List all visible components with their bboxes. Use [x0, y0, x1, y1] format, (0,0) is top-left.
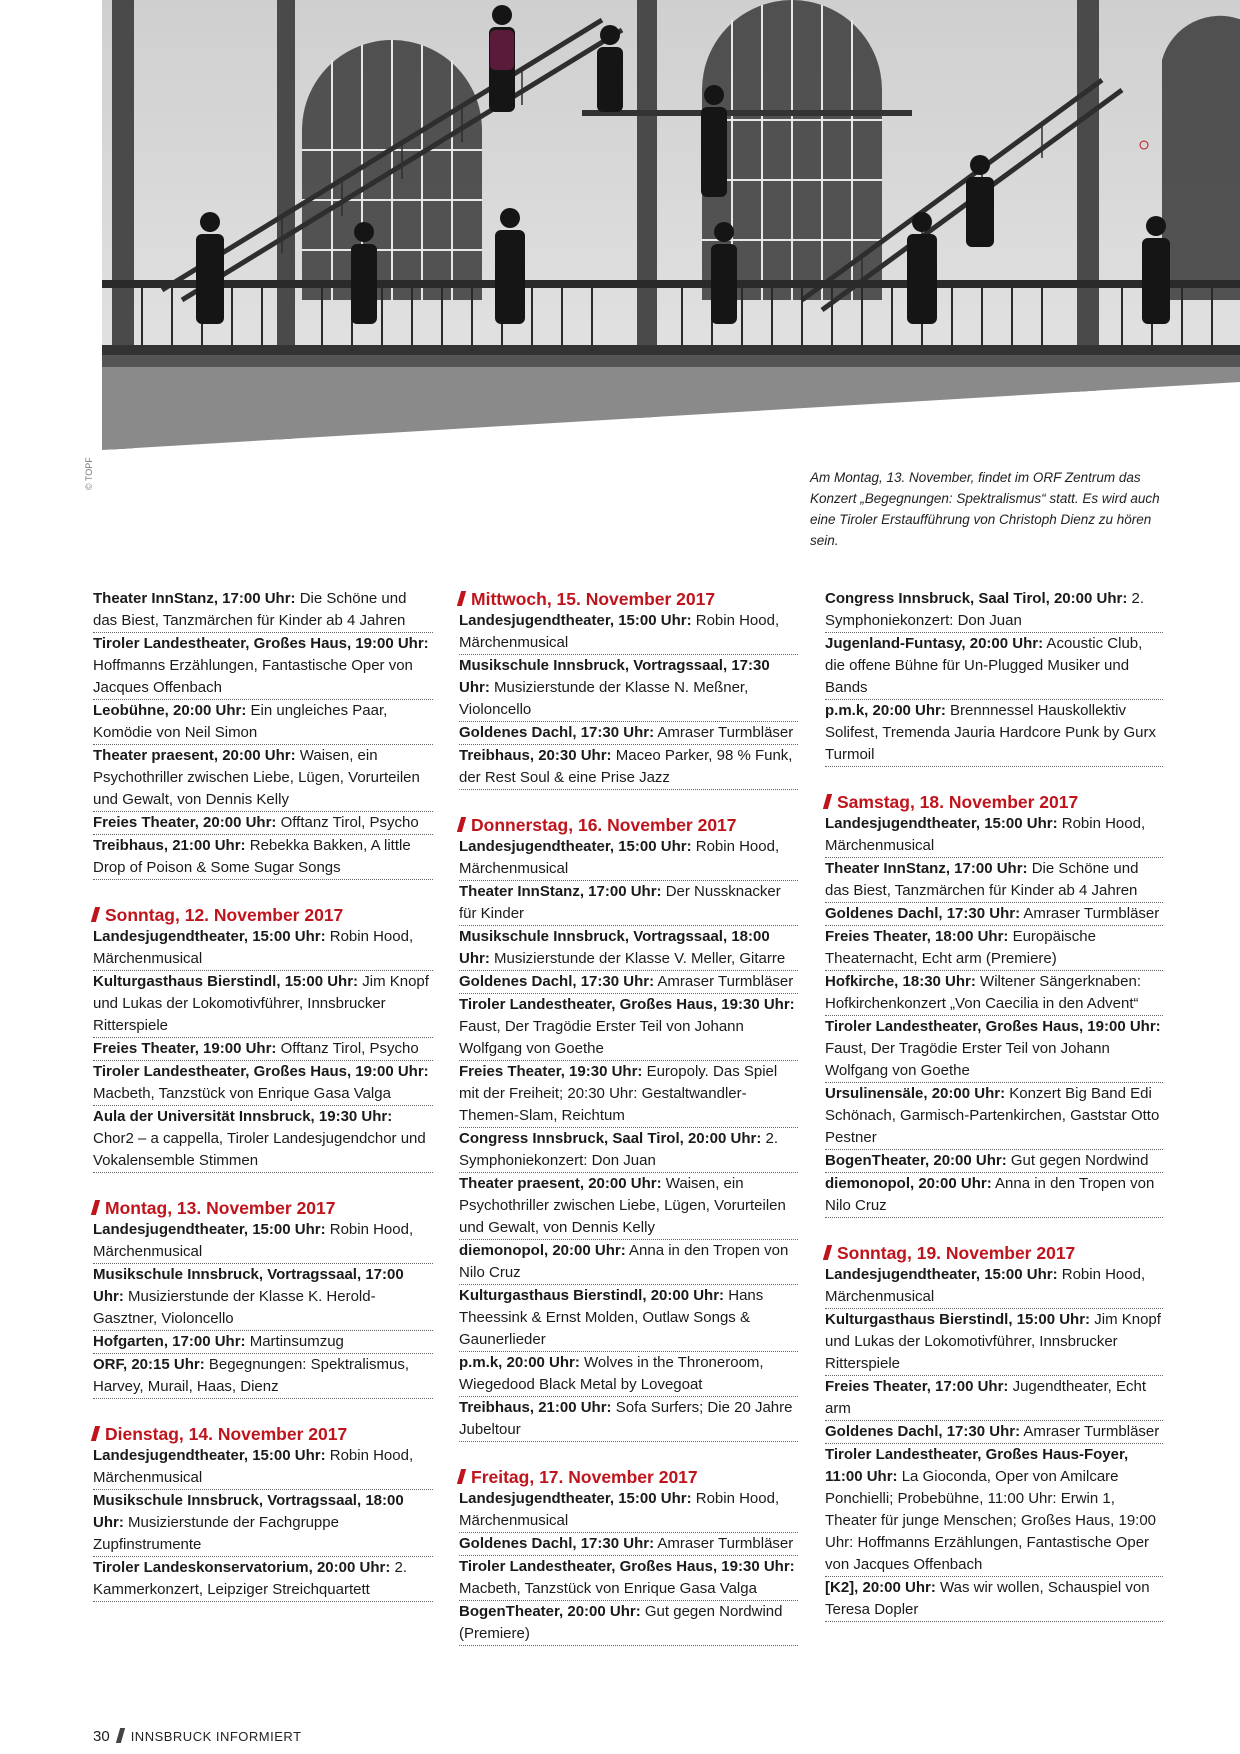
event-venue: Tiroler Landestheater, Großes Haus, 19:00 Uhr: — [93, 1063, 429, 1080]
event-entry — [93, 1445, 433, 1490]
event-text: Gut gegen Nordwind (Premiere) — [459, 1603, 783, 1642]
event-venue: Freies Theater, 20:00 Uhr: — [93, 814, 277, 831]
event-text: Wolves in the Throneroom, Wiegedood Black Metal by Lovegoat — [459, 1354, 764, 1393]
event-venue: [K2], 20:00 Uhr: — [825, 1579, 936, 1596]
event-venue: Goldenes Dachl, 17:30 Uhr: — [459, 973, 655, 990]
event-venue: BogenTheater, 20:00 Uhr: — [459, 1603, 641, 1620]
event-venue: BogenTheater, 20:00 Uhr: — [825, 1152, 1007, 1169]
event-text: Amraser Turmbläser — [654, 973, 794, 990]
event-venue: Congress Innsbruck, Saal Tirol, 20:00 Uhr: — [825, 590, 1128, 607]
event-text: Amraser Turmbläser — [1020, 905, 1160, 922]
event-venue: Musikschule Innsbruck, Vortragssaal, 18:00 Uhr: — [93, 1492, 404, 1531]
day-heading-text: Dienstag, 14. November 2017 — [105, 1424, 348, 1444]
day-heading — [825, 1242, 1163, 1264]
event-entry — [93, 926, 433, 971]
event-venue: Jugenland-Funtasy, 20:00 Uhr: — [825, 635, 1044, 652]
day-heading-text: Samstag, 18. November 2017 — [837, 792, 1079, 812]
event-text: La Gioconda, Oper von Amilcare Ponchielli; Probebühne, 11:00 Uhr: Erwin 1, Theater für junge Menschen; Großes Haus, 19:00 Uhr: Hoffmanns Erzählungen, Fantastische Oper von Jacques Offenbach — [825, 1468, 1157, 1573]
event-venue: Freies Theater, 19:00 Uhr: — [93, 1040, 277, 1057]
event-text: Hoffmanns Erzählungen, Fantastische Oper von Jacques Offenbach — [93, 657, 413, 696]
event-text: Musizierstunde der Klasse K. Herold-Gasztner, Violoncello — [93, 1288, 376, 1327]
event-venue: Landesjugendtheater, 15:00 Uhr: — [459, 838, 692, 855]
event-entry — [93, 1354, 433, 1399]
photo-credit: © TOPF — [84, 457, 94, 490]
header-photo — [102, 0, 1240, 450]
event-venue: Musikschule Innsbruck, Vortragssaal, 18:00 Uhr: — [459, 928, 770, 967]
event-entry — [459, 926, 798, 971]
day-heading — [459, 1466, 798, 1488]
day-marker-icon — [91, 907, 100, 922]
event-text: 2. Kammerkonzert, Leipziger Streichquartett — [93, 1559, 408, 1598]
event-venue: Freies Theater, 18:00 Uhr: — [825, 928, 1009, 945]
event-entry — [825, 700, 1163, 767]
event-venue: Hofgarten, 17:00 Uhr: — [93, 1333, 246, 1350]
event-text: Jim Knopf und Lukas der Lokomotivführer, Innsbrucker Ritterspiele — [825, 1311, 1161, 1372]
event-entry — [825, 1150, 1163, 1173]
event-entry — [93, 1219, 433, 1264]
event-text: Robin Hood, Märchenmusical — [93, 1221, 414, 1260]
event-entry — [825, 903, 1163, 926]
event-entry — [459, 881, 798, 926]
event-entry — [93, 1264, 433, 1331]
event-entry — [459, 610, 798, 655]
event-entry — [459, 1601, 798, 1646]
event-entry — [459, 836, 798, 881]
event-entry — [93, 1331, 433, 1354]
event-entry — [93, 588, 433, 633]
event-entry — [825, 1421, 1163, 1444]
day-heading — [93, 1197, 433, 1219]
day-marker-icon — [91, 1200, 100, 1215]
event-entry — [459, 1173, 798, 1240]
event-venue: Theater praesent, 20:00 Uhr: — [93, 747, 296, 764]
day-heading-text: Sonntag, 19. November 2017 — [837, 1243, 1076, 1263]
event-text: Macbeth, Tanzstück von Enrique Gasa Valga — [459, 1580, 757, 1597]
event-entry — [825, 926, 1163, 971]
event-venue: Tiroler Landestheater, Großes Haus, 19:00 Uhr: — [93, 635, 429, 652]
event-venue: diemonopol, 20:00 Uhr: — [459, 1242, 626, 1259]
page-footer — [93, 1728, 302, 1745]
event-venue: p.m.k, 20:00 Uhr: — [459, 1354, 580, 1371]
event-venue: Freies Theater, 19:30 Uhr: — [459, 1063, 643, 1080]
event-venue: Landesjugendtheater, 15:00 Uhr: — [93, 1221, 326, 1238]
day-heading-text: Mittwoch, 15. November 2017 — [471, 589, 716, 609]
event-text: Die Schöne und das Biest, Tanzmärchen für Kinder ab 4 Jahren — [825, 860, 1139, 899]
event-entry — [93, 971, 433, 1038]
day-marker-icon — [457, 591, 466, 606]
event-entry — [93, 1061, 433, 1106]
day-section — [825, 791, 1163, 1218]
event-entry — [459, 722, 798, 745]
event-text: Ein ungleiches Paar, Komödie von Neil Simon — [93, 702, 388, 741]
day-marker-icon — [457, 1469, 466, 1484]
event-text: Hans Theessink & Ernst Molden, Outlaw Songs & Gaunerlieder — [459, 1287, 764, 1348]
event-text: Robin Hood, Märchenmusical — [825, 815, 1146, 854]
event-entry — [93, 700, 433, 745]
event-venue: Treibhaus, 21:00 Uhr: — [93, 837, 246, 854]
day-heading-text: Montag, 13. November 2017 — [105, 1198, 336, 1218]
day-section — [825, 1242, 1163, 1622]
calendar-column-3 — [825, 588, 1163, 1646]
day-section — [825, 588, 1163, 767]
event-entry — [93, 1557, 433, 1602]
day-heading — [93, 1423, 433, 1445]
event-venue: Treibhaus, 20:30 Uhr: — [459, 747, 612, 764]
event-venue: Goldenes Dachl, 17:30 Uhr: — [459, 1535, 655, 1552]
event-venue: Theater InnStanz, 17:00 Uhr: — [459, 883, 662, 900]
event-text: Der Nussknacker für Kinder — [459, 883, 781, 922]
event-entry — [825, 1376, 1163, 1421]
event-text: Anna in den Tropen von Nilo Cruz — [459, 1242, 789, 1281]
event-entry — [825, 1309, 1163, 1376]
event-venue: Landesjugendtheater, 15:00 Uhr: — [93, 928, 326, 945]
event-venue: Tiroler Landestheater, Großes Haus-Foyer, 11:00 Uhr: — [825, 1446, 1129, 1485]
concert-group-photo — [102, 0, 1240, 450]
event-venue: Congress Innsbruck, Saal Tirol, 20:00 Uhr: — [459, 1130, 762, 1147]
event-text: Macbeth, Tanzstück von Enrique Gasa Valga — [93, 1085, 391, 1102]
event-entry — [459, 1240, 798, 1285]
event-text: Robin Hood, Märchenmusical — [459, 1490, 780, 1529]
event-venue: Landesjugendtheater, 15:00 Uhr: — [825, 815, 1058, 832]
event-text: Anna in den Tropen von Nilo Cruz — [825, 1175, 1155, 1214]
event-entry — [459, 1352, 798, 1397]
event-text: Amraser Turmbläser — [654, 1535, 794, 1552]
event-text: Martinsumzug — [245, 1333, 344, 1350]
event-text: Faust, Der Tragödie Erster Teil von Johann Wolfgang von Goethe — [459, 1018, 744, 1057]
event-venue: ORF, 20:15 Uhr: — [93, 1356, 205, 1373]
event-text: Robin Hood, Märchenmusical — [93, 928, 414, 967]
event-venue: Tiroler Landestheater, Großes Haus, 19:30 Uhr: — [459, 996, 795, 1013]
calendar-column-2 — [459, 588, 798, 1670]
event-entry — [93, 835, 433, 880]
event-venue: Landesjugendtheater, 15:00 Uhr: — [825, 1266, 1058, 1283]
event-text: Musizierstunde der Klasse N. Meßner, Violoncello — [459, 679, 749, 718]
event-entry — [459, 994, 798, 1061]
event-entry — [459, 1533, 798, 1556]
event-venue: Tiroler Landeskonservatorium, 20:00 Uhr: — [93, 1559, 391, 1576]
event-entry — [825, 1577, 1163, 1622]
event-entry — [825, 1173, 1163, 1218]
event-text: Robin Hood, Märchenmusical — [459, 838, 780, 877]
event-text: Maceo Parker, 98 % Funk, der Rest Soul & eine Prise Jazz — [459, 747, 793, 786]
event-text: Waisen, ein Psychothriller zwischen Liebe, Lügen, Vorurteilen und Gewalt, von Dennis Kelly — [93, 747, 420, 808]
event-text: Offtanz Tirol, Psycho — [276, 814, 419, 831]
day-section — [93, 1423, 433, 1602]
event-text: Amraser Turmbläser — [654, 724, 794, 741]
event-venue: Goldenes Dachl, 17:30 Uhr: — [825, 1423, 1021, 1440]
event-venue: Theater InnStanz, 17:00 Uhr: — [93, 590, 296, 607]
day-section — [93, 904, 433, 1173]
day-heading — [93, 904, 433, 926]
event-text: Amraser Turmbläser — [1020, 1423, 1160, 1440]
event-text: Europäische Theaternacht, Echt arm (Premiere) — [825, 928, 1096, 967]
event-entry — [825, 1264, 1163, 1309]
event-text: Brennnessel Hauskollektiv Solifest, Tremenda Jauria Hardcore Punk by Gurx Turmoil — [825, 702, 1156, 763]
day-marker-icon — [823, 1245, 832, 1260]
event-text: Musizierstunde der Klasse V. Meller, Gitarre — [489, 950, 786, 967]
event-entry — [825, 1016, 1163, 1083]
event-entry — [93, 745, 433, 812]
event-text: Jim Knopf und Lukas der Lokomotivführer, Innsbrucker Ritterspiele — [93, 973, 429, 1034]
event-entry — [825, 971, 1163, 1016]
event-text: Jugendtheater, Echt arm — [825, 1378, 1147, 1417]
publication-name: INNSBRUCK INFORMIERT — [130, 1729, 302, 1744]
day-section — [93, 588, 433, 880]
event-entry — [93, 633, 433, 700]
event-entry — [825, 813, 1163, 858]
day-heading — [459, 814, 798, 836]
event-text: Was wir wollen, Schauspiel von Teresa Dopler — [825, 1579, 1150, 1618]
event-text: Sofa Surfers; Die 20 Jahre Jubeltour — [459, 1399, 793, 1438]
event-venue: p.m.k, 20:00 Uhr: — [825, 702, 946, 719]
day-section — [459, 814, 798, 1442]
event-entry — [459, 1397, 798, 1442]
event-venue: Theater praesent, 20:00 Uhr: — [459, 1175, 662, 1192]
event-entry — [825, 1083, 1163, 1150]
event-venue: Leobühne, 20:00 Uhr: — [93, 702, 247, 719]
event-text: Waisen, ein Psychothriller zwischen Liebe, Lügen, Vorurteilen und Gewalt, von Dennis Kelly — [459, 1175, 786, 1236]
event-entry — [93, 1106, 433, 1173]
day-section — [459, 1466, 798, 1646]
event-venue: Landesjugendtheater, 15:00 Uhr: — [93, 1447, 326, 1464]
event-venue: Tiroler Landestheater, Großes Haus, 19:30 Uhr: — [459, 1558, 795, 1575]
event-venue: Aula der Universität Innsbruck, 19:30 Uhr: — [93, 1108, 393, 1125]
event-venue: Treibhaus, 21:00 Uhr: — [459, 1399, 612, 1416]
day-heading — [825, 791, 1163, 813]
day-heading-text: Donnerstag, 16. November 2017 — [471, 815, 737, 835]
day-heading-text: Sonntag, 12. November 2017 — [105, 905, 344, 925]
page-number: 30 — [93, 1728, 110, 1745]
day-heading — [459, 588, 798, 610]
event-entry — [459, 745, 798, 790]
day-marker-icon — [823, 794, 832, 809]
event-venue: Kulturgasthaus Bierstindl, 15:00 Uhr: — [825, 1311, 1091, 1328]
event-text: Konzert Big Band Edi Schönach, Garmisch-Partenkirchen, Gaststar Otto Pestner — [825, 1085, 1160, 1146]
event-entry — [825, 588, 1163, 633]
event-entry — [459, 971, 798, 994]
event-entry — [459, 655, 798, 722]
event-venue: Ursulinensäle, 20:00 Uhr: — [825, 1085, 1006, 1102]
event-venue: Kulturgasthaus Bierstindl, 20:00 Uhr: — [459, 1287, 725, 1304]
event-venue: Goldenes Dachl, 17:30 Uhr: — [825, 905, 1021, 922]
day-marker-icon — [91, 1426, 100, 1441]
event-entry — [825, 1444, 1163, 1577]
event-text: Musizierstunde der Fachgruppe Zupfinstrumente — [93, 1514, 339, 1553]
event-text: 2. Symphoniekonzert: Don Juan — [459, 1130, 779, 1169]
event-entry — [459, 1488, 798, 1533]
event-text: Robin Hood, Märchenmusical — [93, 1447, 414, 1486]
event-entry — [825, 858, 1163, 903]
event-venue: Theater InnStanz, 17:00 Uhr: — [825, 860, 1028, 877]
event-text: Robin Hood, Märchenmusical — [825, 1266, 1146, 1305]
event-text: Rebekka Bakken, A little Drop of Poison & Some Sugar Songs — [93, 837, 411, 876]
day-section — [459, 588, 798, 790]
event-entry — [459, 1556, 798, 1601]
event-venue: Freies Theater, 17:00 Uhr: — [825, 1378, 1009, 1395]
event-text: Europoly. Das Spiel mit der Freiheit; 20:30 Uhr: Gestaltwandler-Themen-Slam, Reichtum — [459, 1063, 778, 1124]
photo-caption: Am Montag, 13. November, findet im ORF Zentrum das Konzert „Begegnungen: Spektralismus“ statt. Es wird auch eine Tiroler Erstaufführung von Christoph Dienz zu hören sein. — [810, 470, 1160, 548]
day-marker-icon — [457, 817, 466, 832]
event-entry — [93, 812, 433, 835]
event-entry — [93, 1490, 433, 1557]
event-text: Faust, Der Tragödie Erster Teil von Johann Wolfgang von Goethe — [825, 1040, 1110, 1079]
event-entry — [459, 1285, 798, 1352]
event-venue: Tiroler Landestheater, Großes Haus, 19:00 Uhr: — [825, 1018, 1161, 1035]
calendar-column-1 — [93, 588, 433, 1626]
event-venue: Musikschule Innsbruck, Vortragssaal, 17:00 Uhr: — [93, 1266, 404, 1305]
event-text: 2. Symphoniekonzert: Don Juan — [825, 590, 1145, 629]
event-venue: Kulturgasthaus Bierstindl, 15:00 Uhr: — [93, 973, 359, 990]
event-text: Die Schöne und das Biest, Tanzmärchen für Kinder ab 4 Jahren — [93, 590, 407, 629]
event-text: Gut gegen Nordwind — [1006, 1152, 1149, 1169]
event-entry — [459, 1061, 798, 1128]
event-text: Begegnungen: Spektralismus, Harvey, Murail, Haas, Dienz — [93, 1356, 409, 1395]
day-section — [93, 1197, 433, 1399]
event-text: Offtanz Tirol, Psycho — [276, 1040, 419, 1057]
event-entry — [825, 633, 1163, 700]
event-venue: Landesjugendtheater, 15:00 Uhr: — [459, 1490, 692, 1507]
event-venue: Goldenes Dachl, 17:30 Uhr: — [459, 724, 655, 741]
event-venue: Landesjugendtheater, 15:00 Uhr: — [459, 612, 692, 629]
event-text: Acoustic Club, die offene Bühne für Un-Plugged Musiker und Bands — [825, 635, 1143, 696]
day-heading-text: Freitag, 17. November 2017 — [471, 1467, 698, 1487]
event-text: Wiltener Sängerknaben: Hofkirchenkonzert „Von Caecilia in den Advent“ — [825, 973, 1141, 1012]
event-venue: diemonopol, 20:00 Uhr: — [825, 1175, 992, 1192]
event-venue: Hofkirche, 18:30 Uhr: — [825, 973, 976, 990]
footer-divider-icon — [116, 1728, 125, 1743]
event-entry — [93, 1038, 433, 1061]
event-entry — [459, 1128, 798, 1173]
event-text: Robin Hood, Märchenmusical — [459, 612, 780, 651]
event-venue: Musikschule Innsbruck, Vortragssaal, 17:30 Uhr: — [459, 657, 770, 696]
event-text: Chor2 – a cappella, Tiroler Landesjugendchor und Vokalensemble Stimmen — [93, 1130, 426, 1169]
